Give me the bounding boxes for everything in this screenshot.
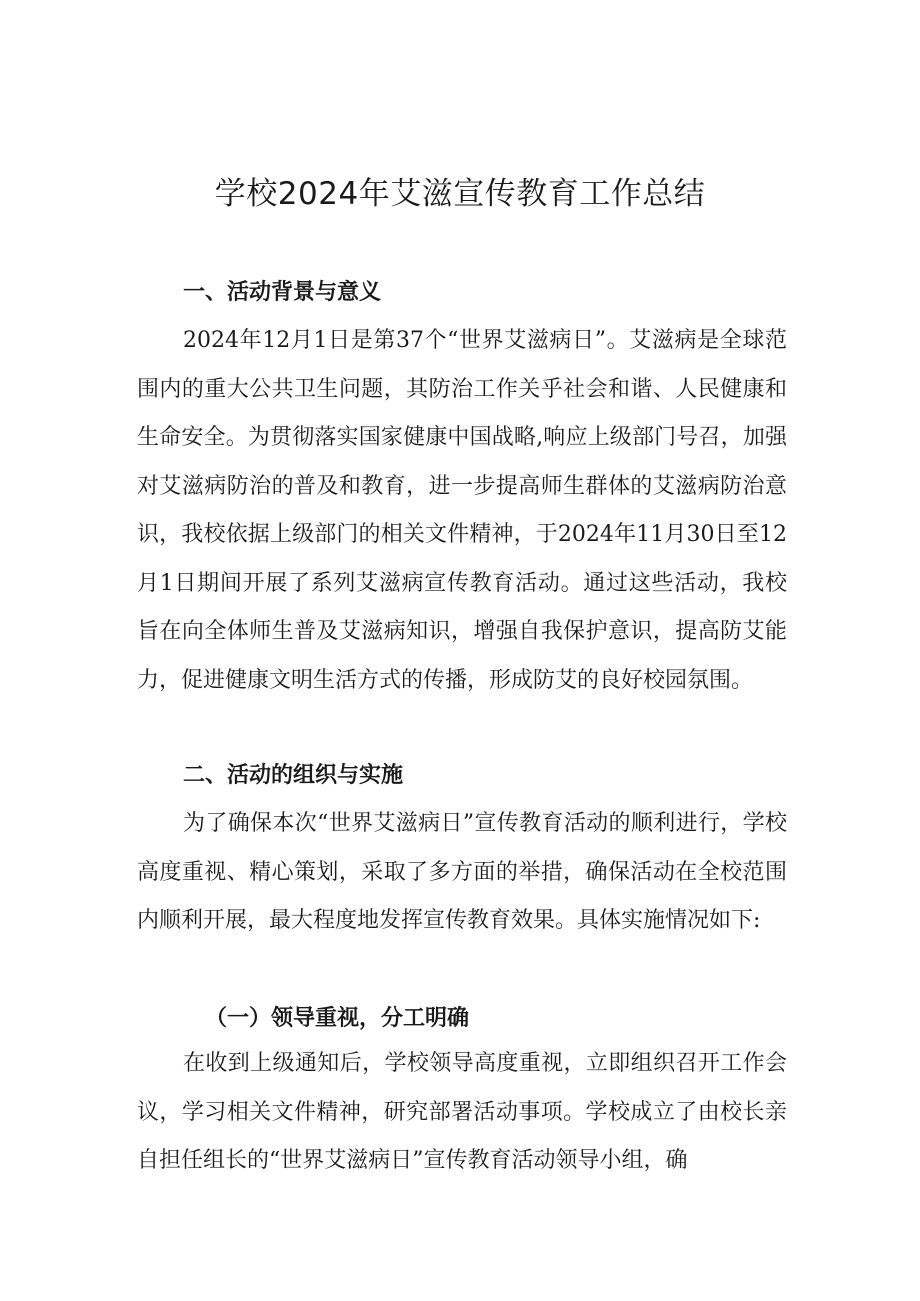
section-paragraph-organization: 为了确保本次“世界艾滋病日”宣传教育活动的顺利进行，学校高度重视、精心策划，采取了多方面的举措，确保活动在全校范围内顺利开展，最大程度地发挥宣传教育效果。具体实施情况如下: <box>137 811 787 933</box>
section-paragraph-background: 2024年12月1日是第37个“世界艾滋病日”。艾滋病是全球范围内的重大公共卫生问题，其防治工作关乎社会和谐、人民健康和生命安全。为贯彻落实国家健康中国战略,响应上级部门号召，加强对艾滋病防治的普及和教育，进一步提高师生群体的艾滋病防治意识，我校依据上级部门的相关文件精神，于2024年11月30日至12月1日期间开展了系列艾滋病宣传教育活动。通过这些活动，我校旨在向全体师生普及艾滋病知识，增强自我保护意识，提高防艾能力，促进健康文明生活方式的传播，形成防艾的良好校园氛围。 <box>137 328 787 693</box>
document-title: 学校2024年艾滋宣传教育工作总结 <box>214 176 706 212</box>
subsection-heading-leadership: （一）领导重视，分工明确 <box>205 1005 470 1031</box>
section-heading-organization: 二、活动的组织与实施 <box>183 763 404 788</box>
section-heading-background: 一、活动背景与意义 <box>183 280 382 305</box>
subsection-paragraph-leadership: 在收到上级通知后，学校领导高度重视，立即组织召开工作会议，学习相关文件精神，研究部署活动事项。学校成立了由校长亲自担任组长的“世界艾滋病日”宣传教育活动领导小组，确 <box>137 1051 787 1173</box>
